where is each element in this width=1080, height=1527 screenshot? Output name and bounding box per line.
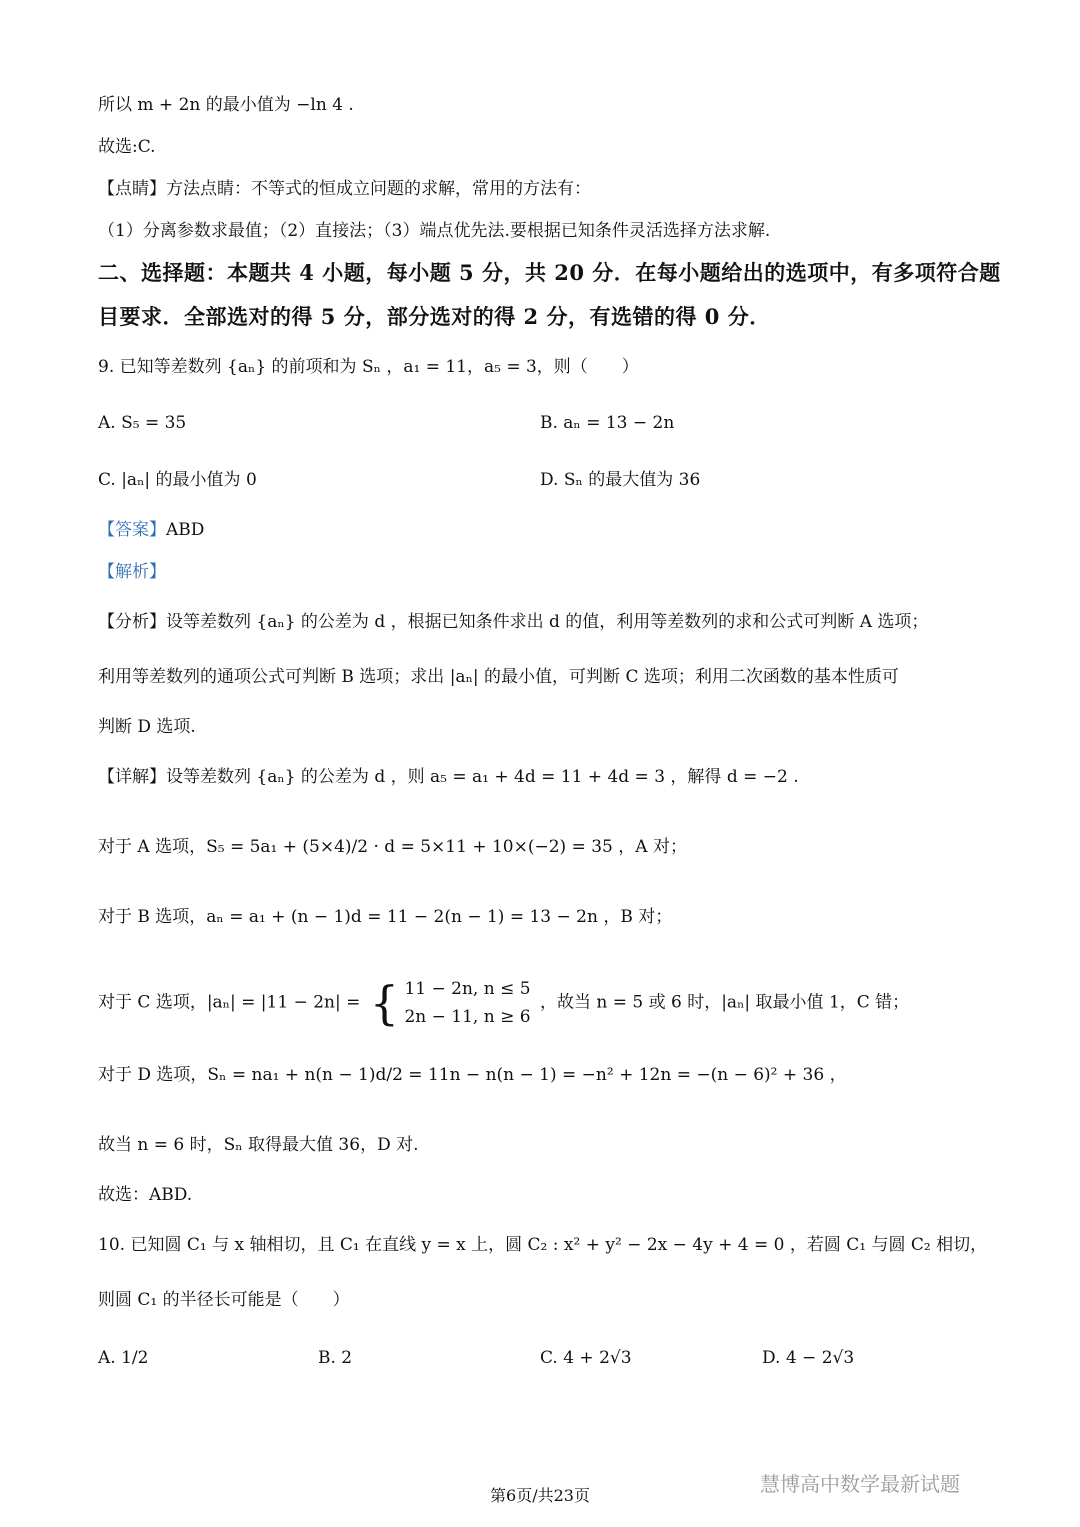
- brace-icon: {: [369, 976, 400, 1030]
- analysis-line-2: 利用等差数列的通项公式可判断 B 选项；求出 |aₙ| 的最小值，可判断 C 选项；利用二次函数的基本性质可: [98, 667, 899, 687]
- detail-option-a: 对于 A 选项，S₅ = 5a₁ + (5×4)/2 · d = 5×11 + 10×(−2) = 35 ，A 对；: [98, 837, 687, 857]
- detail-option-d-conclusion: 故当 n = 6 时，Sₙ 取得最大值 36，D 对.: [98, 1135, 419, 1155]
- answer-tag: 【答案】: [98, 520, 166, 540]
- page-number: 第6页/共23页: [490, 1486, 590, 1505]
- q10-option-a: A. 1/2: [98, 1348, 149, 1368]
- final-choice: 故选：ABD.: [98, 1185, 193, 1205]
- detail-c-suffix: ，故当 n = 5 或 6 时，|aₙ| 取最小值 1，C 错；: [539, 992, 910, 1013]
- q9-option-b: B. aₙ = 13 − 2n: [540, 413, 675, 433]
- piecewise-cases: [404, 975, 530, 1031]
- analysis-tag: 【解析】: [98, 562, 166, 582]
- q10-option-b: B. 2: [318, 1348, 353, 1368]
- section-heading-1: 二、选择题：本题共 4 小题，每小题 5 分，共 20 分．在每小题给出的选项中，有多项符合题: [98, 260, 1001, 285]
- q9-option-a: A. S₅ = 35: [98, 413, 187, 433]
- detail-c-prefix: 对于 C 选项，|aₙ| = |11 − 2n| =: [98, 992, 361, 1013]
- question-9: 9. 已知等差数列 {aₙ} 的前项和为 Sₙ ，a₁ = 11，a₅ = 3，则（ ）: [98, 357, 639, 377]
- piecewise-brace: [370, 975, 531, 1031]
- line-dianjing: 【点睛】方法点睛：不等式的恒成立问题的求解，常用的方法有：: [98, 179, 591, 199]
- detail-option-d: 对于 D 选项，Sₙ = na₁ + n(n − 1)d/2 = 11n − n(n − 1) = −n² + 12n = −(n − 6)² + 36 ，: [98, 1065, 847, 1085]
- piecewise-case-1: 11 − 2n, n ≤ 5: [404, 979, 531, 999]
- answer-value: ABD: [166, 520, 205, 540]
- answer-line: [98, 517, 204, 543]
- piecewise-case-2: 2n − 11, n ≥ 6: [404, 1007, 531, 1027]
- line-methods: （1）分离参数求最值；（2）直接法；（3）端点优先法.要根据已知条件灵活选择方法求解.: [98, 221, 771, 241]
- q10-option-d: D. 4 − 2√3: [762, 1348, 855, 1368]
- analysis-line-3: 判断 D 选项.: [98, 717, 196, 737]
- detail-option-c: [98, 975, 909, 1031]
- q9-option-c: C. |aₙ| 的最小值为 0: [98, 470, 257, 490]
- q10-option-c: C. 4 + 2√3: [540, 1348, 632, 1368]
- watermark-text: 慧博高中数学最新试题: [760, 1472, 960, 1496]
- line-answer-choice: 故选:C.: [98, 137, 156, 157]
- analysis-line-1: 【分析】设等差数列 {aₙ} 的公差为 d ，根据已知条件求出 d 的值，利用等差数列的求和公式可判断 A 选项；: [98, 612, 929, 632]
- question-10-line-1: 10. 已知圆 C₁ 与 x 轴相切，且 C₁ 在直线 y = x 上，圆 C₂ : x² + y² − 2x − 4y + 4 = 0 ，若圆 C₁ 与圆 C₂ 相切，: [98, 1235, 988, 1255]
- detail-line-1: 【详解】设等差数列 {aₙ} 的公差为 d ，则 a₅ = a₁ + 4d = 11 + 4d = 3 ，解得 d = −2 .: [98, 767, 799, 787]
- line-conclusion: 所以 m + 2n 的最小值为 −ln 4 .: [98, 95, 354, 115]
- q9-option-d: D. Sₙ 的最大值为 36: [540, 470, 701, 490]
- detail-option-b: 对于 B 选项，aₙ = a₁ + (n − 1)d = 11 − 2(n − 1) = 13 − 2n ，B 对；: [98, 907, 673, 927]
- question-10-line-2: 则圆 C₁ 的半径长可能是（ ）: [98, 1290, 350, 1310]
- section-heading-2: 目要求．全部选对的得 5 分，部分选对的得 2 分，有选错的得 0 分．: [98, 304, 771, 329]
